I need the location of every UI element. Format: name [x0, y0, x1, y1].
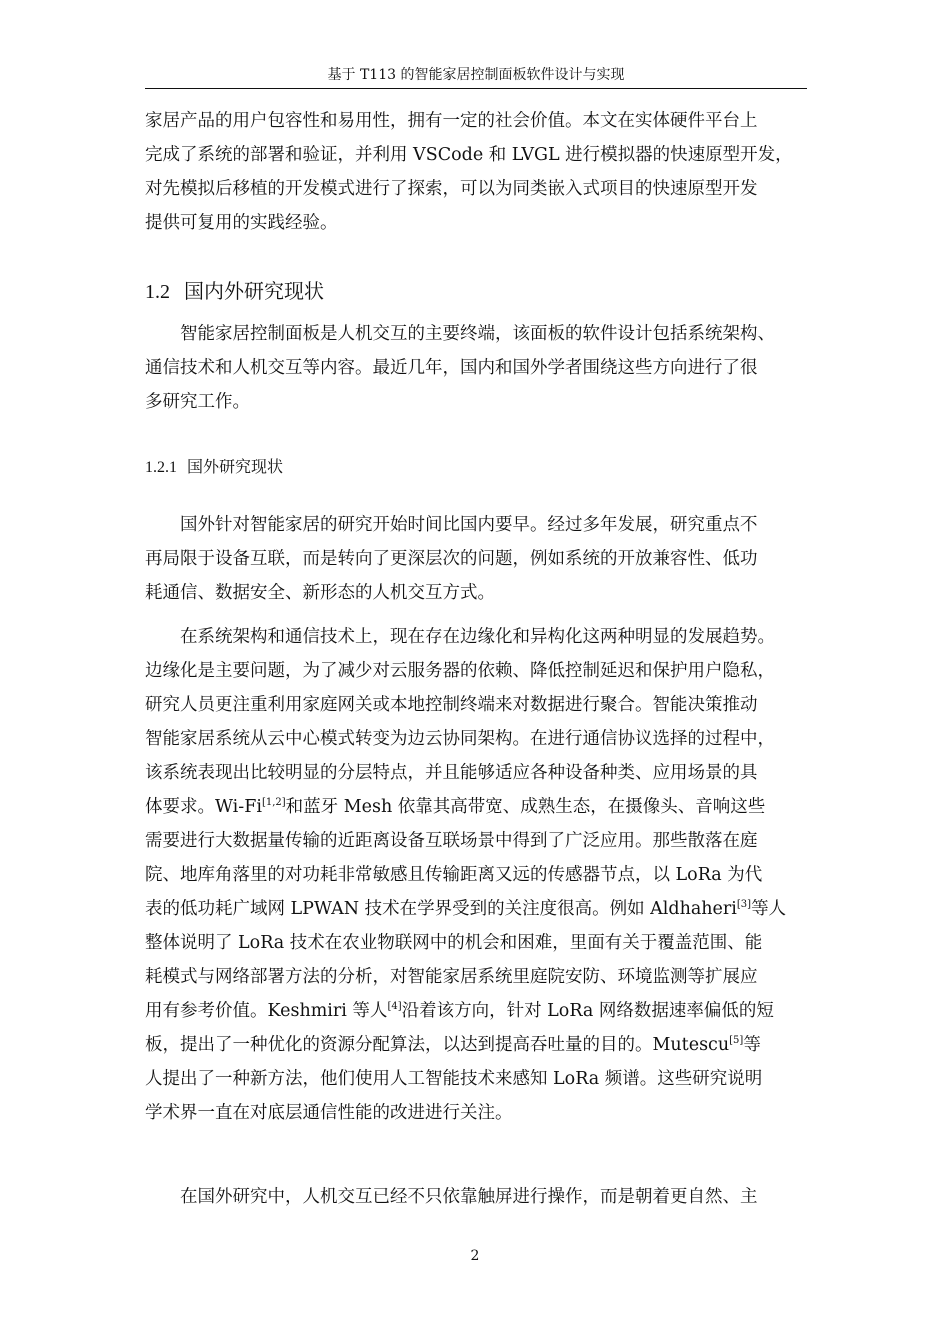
- text-segment: 沿着该方向，针对 LoRa 网络数据速率偏低的短: [401, 1001, 774, 1021]
- citation-ref: [5]: [729, 1035, 744, 1047]
- text-line: 在系统架构和通信技术上，现在存在边缘化和异构化这两种明显的发展趋势。: [180, 627, 775, 647]
- text-line: 耗模式与网络部署方法的分析，对智能家居系统里庭院安防、环境监测等扩展应: [145, 967, 758, 987]
- running-header: 基于 T113 的智能家居控制面板软件设计与实现: [327, 67, 625, 83]
- text-segment: 等: [743, 1035, 761, 1055]
- text-line: 提供可复用的实践经验。: [145, 213, 338, 233]
- text-line: 人提出了一种新方法，他们使用人工智能技术来感知 LoRa 频谱。这些研究说明: [145, 1069, 763, 1089]
- citation-ref: [4]: [387, 1001, 402, 1013]
- paragraph-foreign-overview: [145, 508, 807, 610]
- page-number: 2: [470, 1248, 480, 1264]
- text-segment: 板，提出了一种优化的资源分配算法，以达到提高吞吐量的目的。Mutescu: [145, 1035, 730, 1055]
- text-segment: 用有参考价值。Keshmiri 等人: [145, 1001, 388, 1021]
- text-line: 耗通信、数据安全、新形态的人机交互方式。: [145, 583, 495, 603]
- text-line: 学术界一直在对底层通信性能的改进进行关注。: [145, 1103, 513, 1123]
- section-title: 国外研究现状: [187, 457, 284, 476]
- text-segment: 体要求。Wi-Fi: [145, 797, 262, 817]
- text-segment: 表的低功耗广域网 LPWAN 技术在学界受到的关注度很高。例如 Aldhaheri: [145, 899, 737, 919]
- paragraph-hci: [145, 1180, 807, 1214]
- text-segment: 和蓝牙 Mesh 依靠其高带宽、成熟生态，在摄像头、音响这些: [285, 797, 766, 817]
- text-line: [145, 790, 807, 824]
- intro-paragraph: [145, 104, 807, 240]
- text-line: 完成了系统的部署和验证，并利用 VSCode 和 LVGL 进行模拟器的快速原型开发，: [145, 145, 793, 165]
- text-line: [145, 994, 807, 1028]
- text-line: 再局限于设备互联，而是转向了更深层次的问题，例如系统的开放兼容性、低功: [145, 549, 758, 569]
- text-segment: 等人: [751, 899, 787, 919]
- text-line: 研究人员更注重利用家庭网关或本地控制终端来对数据进行聚合。智能决策推动: [145, 695, 758, 715]
- text-line: 对先模拟后移植的开发模式进行了探索，可以为同类嵌入式项目的快速原型开发: [145, 179, 758, 199]
- section-title: 国内外研究现状: [184, 279, 324, 303]
- text-line: 智能家居系统从云中心模式转变为边云协同架构。在进行通信协议选择的过程中，: [145, 729, 775, 749]
- citation-ref: [1,2]: [261, 797, 286, 809]
- text-line: 家居产品的用户包容性和易用性，拥有一定的社会价值。本文在实体硬件平台上: [145, 111, 758, 131]
- section-number: 1.2: [145, 281, 170, 303]
- text-line: 该系统表现出比较明显的分层特点，并且能够适应各种设备种类、应用场景的具: [145, 763, 758, 783]
- text-line: 多研究工作。: [145, 392, 250, 412]
- citation-ref: [3]: [736, 899, 752, 911]
- text-line: 国外针对智能家居的研究开始时间比国内要早。经过多年发展，研究重点不: [180, 515, 758, 535]
- text-line: 在国外研究中，人机交互已经不只依靠触屏进行操作，而是朝着更自然、主: [180, 1187, 758, 1207]
- section-number: 1.2.1: [145, 459, 177, 476]
- section-1-2-paragraph: [145, 317, 807, 419]
- text-line: 整体说明了 LoRa 技术在农业物联网中的机会和困难，里面有关于覆盖范围、能: [145, 933, 763, 953]
- text-line: 需要进行大数据量传输的近距离设备互联场景中得到了广泛应用。那些散落在庭: [145, 831, 758, 851]
- paragraph-architecture-communication: [145, 620, 807, 1130]
- section-heading-1-2: [145, 276, 324, 307]
- text-line: [145, 1028, 807, 1062]
- text-line: [145, 892, 807, 926]
- header-divider: [145, 88, 807, 89]
- section-heading-1-2-1: [145, 455, 283, 480]
- text-line: 智能家居控制面板是人机交互的主要终端，该面板的软件设计包括系统架构、: [180, 324, 775, 344]
- text-line: 通信技术和人机交互等内容。最近几年，国内和国外学者围绕这些方向进行了很: [145, 358, 758, 378]
- text-line: 院、地库角落里的对功耗非常敏感且传输距离又远的传感器节点，以 LoRa 为代: [145, 865, 763, 885]
- text-line: 边缘化是主要问题，为了减少对云服务器的依赖、降低控制延迟和保护用户隐私，: [145, 661, 775, 681]
